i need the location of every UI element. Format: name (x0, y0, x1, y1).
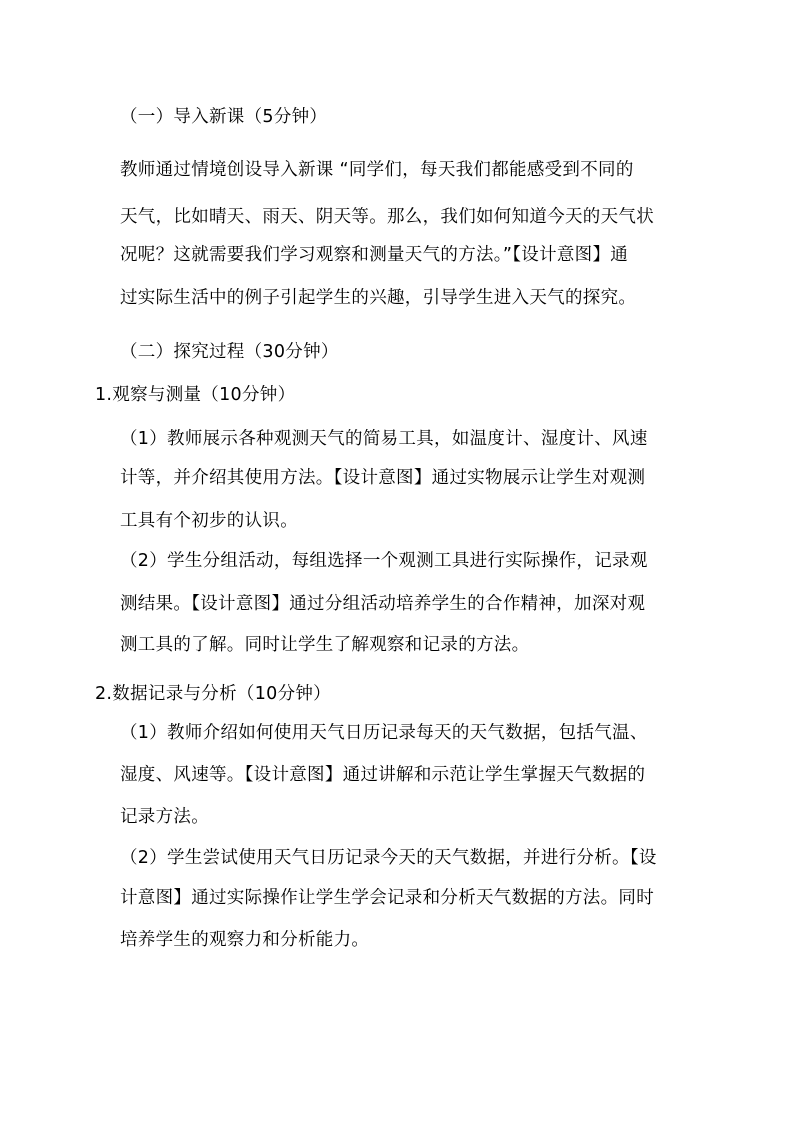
section-heading: （二）探究过程（30分钟） (120, 342, 339, 362)
paragraph-line: 测结果。【设计意图】通过分组活动培养学生的合作精神，加深对观 (120, 594, 646, 614)
paragraph-line: 计等，并介绍其使用方法。【设计意图】通过实物展示让学生对观测 (120, 468, 646, 488)
paragraph-line: 过实际生活中的例子引起学生的兴趣，引导学生进入天气的探究。 (120, 288, 637, 308)
paragraph-line: 计意图】通过实际操作让学生学会记录和分析天气数据的方法。同时 (120, 888, 654, 908)
paragraph-line: 记录方法。 (120, 807, 209, 827)
paragraph-line: 培养学生的观察力和分析能力。 (120, 930, 370, 950)
paragraph-line: 湿度、风速等。【设计意图】通过讲解和示范让学生掌握天气数据的 (120, 765, 646, 785)
paragraph-line: （2）学生分组活动，每组选择一个观测工具进行实际操作，记录观 (120, 551, 648, 571)
paragraph-line: 测工具的了解。同时让学生了解观察和记录的方法。 (120, 635, 530, 655)
paragraph-line: （2）学生尝试使用天气日历记录今天的天气数据，并进行分析。【设 (120, 848, 657, 868)
paragraph-line: （1）教师介绍如何使用天气日历记录每天的天气数据，包括气温、 (120, 723, 648, 743)
paragraph-line: 教师通过情境创设导入新课 “同学们，每天我们都能感受到不同的 (120, 160, 634, 180)
paragraph-line: 天气，比如晴天、雨天、阴天等。那么，我们如何知道今天的天气状 (120, 207, 654, 227)
paragraph-line: 工具有个初步的认识。 (120, 511, 298, 531)
paragraph-line: （1）教师展示各种观测天气的简易工具，如温度计、湿度计、风速 (120, 429, 648, 449)
subsection-title: 1.观察与测量（10分钟） (95, 385, 296, 405)
section-heading: （一）导入新课（5分钟） (120, 107, 328, 127)
subsection-title: 2.数据记录与分析（10分钟） (95, 684, 331, 704)
paragraph-line: 况呢？这就需要我们学习观察和测量天气的方法。”【设计意图】通 (120, 245, 629, 265)
